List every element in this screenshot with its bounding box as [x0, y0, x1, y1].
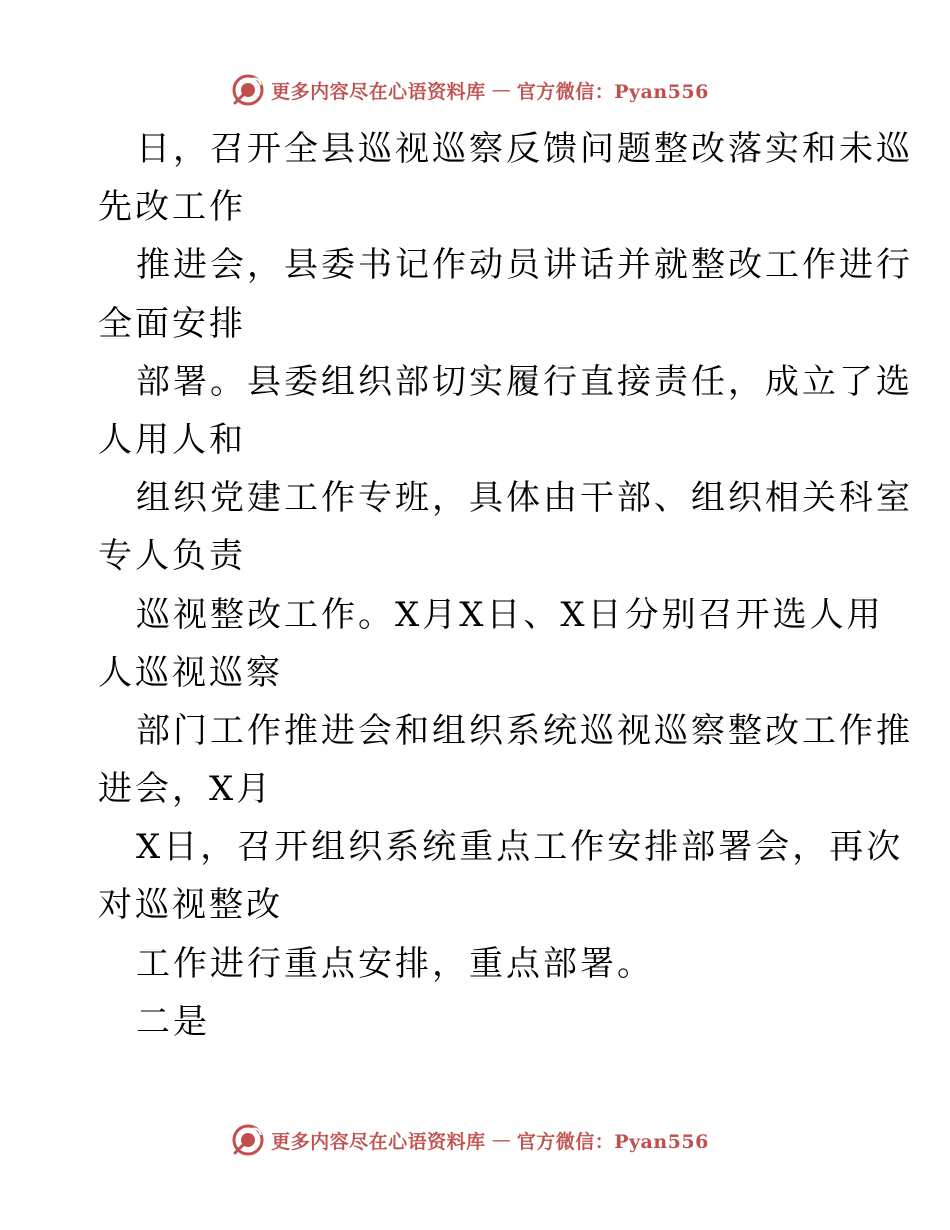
footer-title: 更多内容尽在心语资料库: [271, 1130, 486, 1153]
header-contact: 官方微信：Pyan556: [516, 80, 709, 103]
text-line: 日，召开全县巡视巡察反馈问题整改落实和未巡: [136, 129, 913, 169]
header-separator: —: [491, 79, 511, 101]
text-line: 先改工作: [98, 187, 246, 228]
text-line: 组织党建工作专班，具体由干部、组织相关科室: [136, 478, 913, 519]
text-line: 巡视整改工作。X月X日、X日分别召开选人用: [136, 594, 884, 635]
footer-contact: 官方微信：Pyan556: [516, 1130, 709, 1153]
logo-icon: [231, 1123, 265, 1157]
footer-banner-content: [231, 1123, 709, 1157]
text-line: X日，召开组织系统重点工作安排部署会，再次: [136, 827, 904, 868]
text-line: 部署。县委组织部切实履行直接责任，成立了选: [136, 361, 913, 402]
text-line: 人用人和: [98, 419, 246, 460]
text-line: 专人负责: [98, 536, 246, 577]
document-body: [98, 120, 913, 1051]
text-line: 进会，X月: [98, 769, 274, 810]
text-line: 推进会，县委书记作动员讲话并就整改工作进行: [136, 245, 913, 286]
text-line: 人巡视巡察: [98, 652, 283, 693]
text-line: 工作进行重点安排，重点部署。: [136, 943, 654, 984]
header-banner: [0, 70, 950, 110]
header-banner-content: [231, 73, 709, 107]
header-title: 更多内容尽在心语资料库: [271, 80, 486, 103]
footer-banner: [0, 1120, 950, 1160]
text-line: 对巡视整改: [98, 885, 283, 926]
text-line: 部门工作推进会和组织系统巡视巡察整改工作推: [136, 710, 913, 751]
text-line: 全面安排: [98, 303, 246, 344]
text-line: 二是: [136, 1001, 210, 1042]
logo-icon: [231, 73, 265, 107]
footer-separator: —: [491, 1129, 511, 1151]
